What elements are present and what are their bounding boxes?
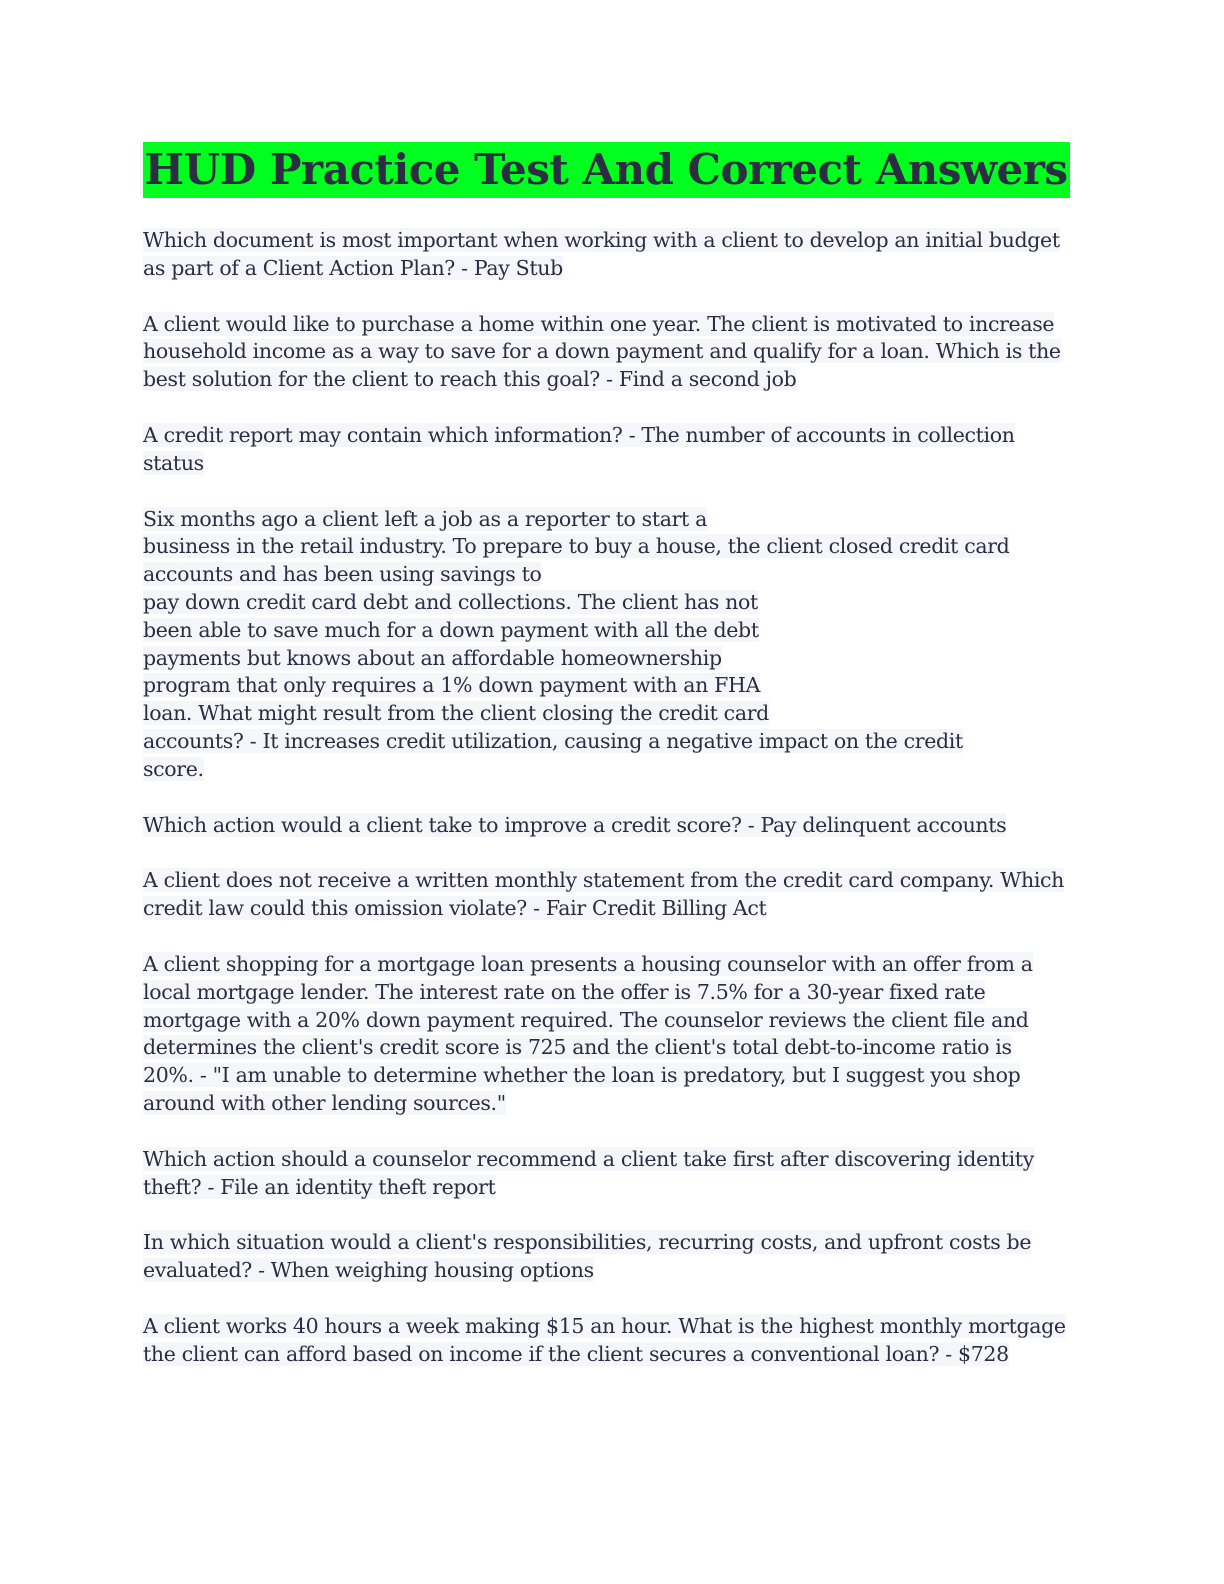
qa-item bbox=[143, 1313, 1083, 1369]
qa-line: payments but knows about an affordable homeownership bbox=[143, 645, 722, 670]
qa-line: program that only requires a 1% down payment with an FHA bbox=[143, 673, 761, 698]
qa-line: Six months ago a client left a job as a reporter to start a bbox=[143, 506, 707, 531]
qa-line: business in the retail industry. To prepare to buy a house, the client closed credit card bbox=[143, 534, 1010, 559]
qa-item bbox=[143, 422, 1083, 478]
document-title: HUD Practice Test And Correct Answers bbox=[143, 142, 1070, 198]
qa-line: Which document is most important when working with a client to develop an initial budget bbox=[143, 228, 1060, 252]
qa-item bbox=[143, 951, 1083, 1118]
qa-line: A client would like to purchase a home within one year. The client is motivated to increase bbox=[143, 311, 1055, 336]
qa-item bbox=[143, 506, 1083, 784]
qa-item bbox=[143, 867, 1083, 923]
qa-line: Which action would a client take to improve a credit score? - Pay delinquent accounts bbox=[143, 812, 1007, 837]
qa-line: been able to save much for a down payment with all the debt bbox=[143, 617, 759, 642]
qa-item bbox=[143, 1146, 1083, 1202]
qa-line: In which situation would a client's responsibilities, recurring costs, and upfront costs be bbox=[143, 1230, 1032, 1255]
qa-item bbox=[143, 227, 1083, 283]
qa-line: Which action should a counselor recommend a client take first after discovering identity bbox=[143, 1146, 1034, 1171]
qa-line: mortgage with a 20% down payment required. The counselor reviews the client file and bbox=[143, 1007, 1029, 1032]
qa-line: A client works 40 hours a week making $15 an hour. What is the highest monthly mortgage bbox=[143, 1313, 1066, 1338]
qa-line: determines the client's credit score is 725 and the client's total debt-to-income ratio is bbox=[143, 1035, 1012, 1060]
qa-line: A credit report may contain which information? - The number of accounts in collection bbox=[143, 422, 1015, 447]
qa-item bbox=[143, 1229, 1083, 1285]
qa-line: pay down credit card debt and collections. The client has not bbox=[143, 589, 758, 614]
qa-line: status bbox=[143, 450, 204, 475]
qa-line: credit law could this omission violate? - Fair Credit Billing Act bbox=[143, 896, 767, 921]
qa-line: accounts? - It increases credit utilization, causing a negative impact on the credit bbox=[143, 728, 963, 753]
qa-line: evaluated? - When weighing housing options bbox=[143, 1258, 594, 1283]
qa-item bbox=[143, 311, 1083, 394]
qa-line: accounts and has been using savings to bbox=[143, 562, 542, 587]
qa-line: as part of a Client Action Plan? - Pay Stub bbox=[143, 255, 563, 280]
qa-line: score. bbox=[143, 756, 204, 781]
qa-line: household income as a way to save for a down payment and qualify for a loan. Which is the bbox=[143, 339, 1061, 364]
qa-line: A client does not receive a written monthly statement from the credit card company. Which bbox=[143, 868, 1065, 893]
qa-line: A client shopping for a mortgage loan presents a housing counselor with an offer from a bbox=[143, 951, 1033, 976]
title-banner bbox=[140, 142, 1072, 198]
qa-line: loan. What might result from the client closing the credit card bbox=[143, 701, 769, 726]
qa-line: best solution for the client to reach this goal? - Find a second job bbox=[143, 367, 797, 392]
qa-item bbox=[143, 812, 1083, 840]
qa-line: 20%. - "I am unable to determine whether the loan is predatory, but I suggest you shop bbox=[143, 1063, 1021, 1088]
qa-line: the client can afford based on income if the client secures a conventional loan? - $728 bbox=[143, 1341, 1009, 1366]
qa-line: local mortgage lender. The interest rate on the offer is 7.5% for a 30-year fixed rate bbox=[143, 979, 986, 1004]
qa-list bbox=[143, 227, 1083, 1397]
qa-line: theft? - File an identity theft report bbox=[143, 1174, 496, 1199]
qa-line: around with other lending sources." bbox=[143, 1090, 506, 1115]
